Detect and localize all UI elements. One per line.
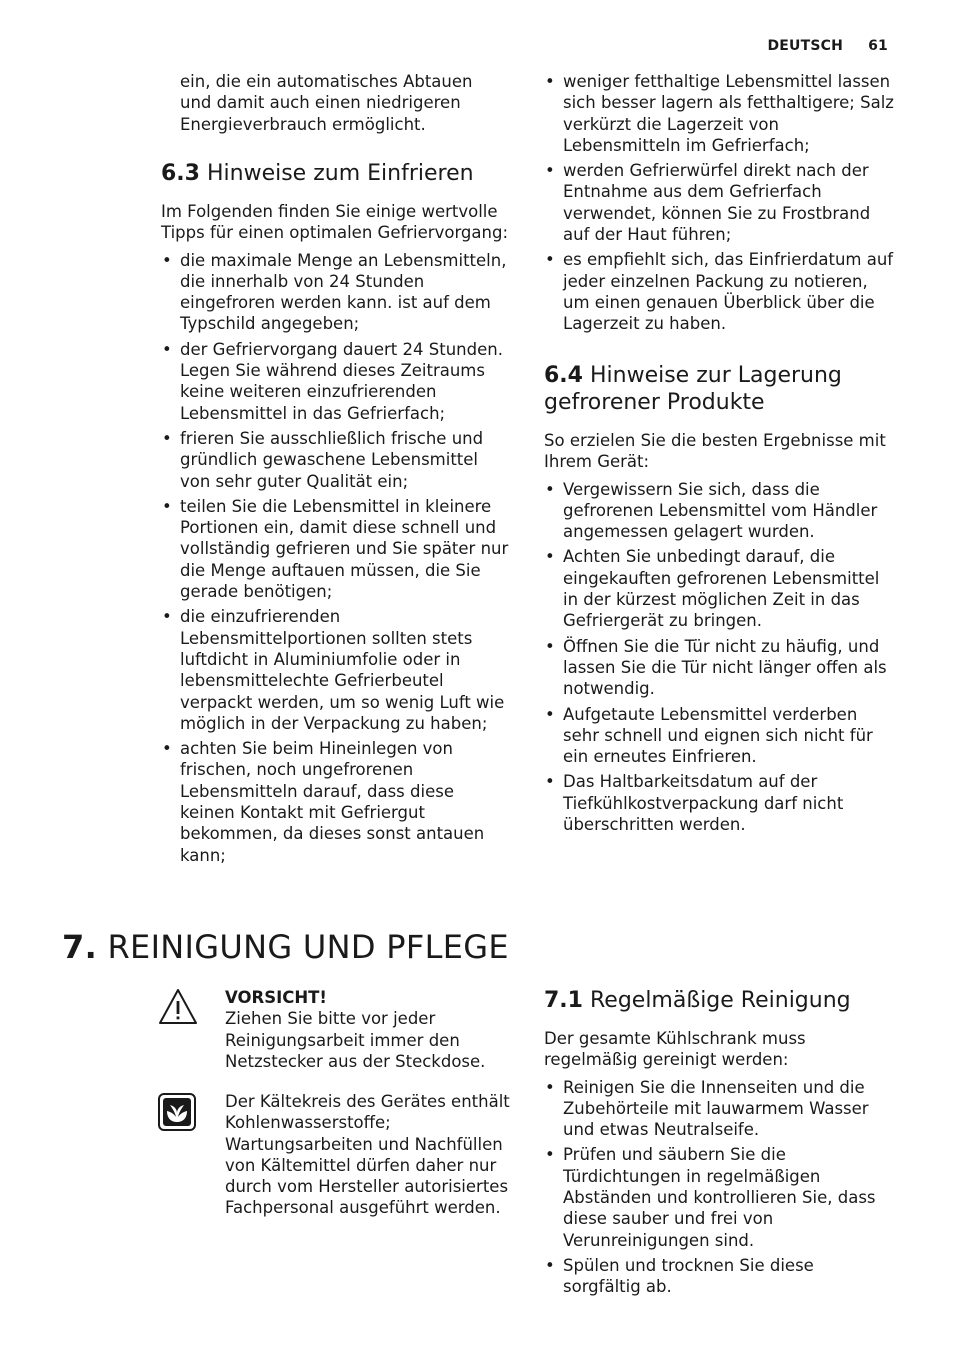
section-6-4-intro: So erzielen Sie die besten Ergebnisse mit Ihrem Gerät: xyxy=(544,431,886,472)
intro-continuation xyxy=(180,71,490,135)
list-item: • es empfiehlt sich, das Einfrierdatum auf jeder einzelnen Packung zu notieren, um einen genauen Überblick über die Lagerzeit zu haben. xyxy=(544,249,896,334)
list-item: • die maximale Menge an Lebensmitteln, die innerhalb von 24 Stunden eingefroren werden kann. ist auf dem Typschild angegeben; xyxy=(161,250,513,335)
list-item: • teilen Sie die Lebensmittel in kleinere Portionen ein, damit diese schnell und vollständig gefrieren und Sie später nur die Menge auftauen müssen, die Sie gerade benötigen; xyxy=(161,496,513,602)
section-7-1-number: 7.1 xyxy=(544,988,583,1013)
section-7-1 xyxy=(544,987,896,1302)
section-6-3-list xyxy=(161,250,513,866)
list-item: • achten Sie beim Hineinlegen von frischen, noch ungefrorenen Lebensmitteln darauf, dass diese keinen Kontakt mit Gefriergut bekommen, da dieses sonst antauen kann; xyxy=(161,738,513,866)
section-6-3-title: Hinweise zum Einfrieren xyxy=(206,161,474,186)
chapter-7-heading xyxy=(62,927,509,967)
section-6-4-title: Hinweise zur Lagerung gefrorener Produkte xyxy=(544,363,842,415)
list-item: • Spülen und trocknen Sie diese sorgfältig ab. xyxy=(544,1255,896,1298)
chapter-7-title: REINIGUNG UND PFLEGE xyxy=(107,928,509,966)
environment-text-block xyxy=(225,1091,515,1219)
section-7-1-heading xyxy=(544,987,896,1014)
environment-notice xyxy=(158,1091,518,1251)
header-language: DEUTSCH xyxy=(767,38,844,54)
intro-text: ein, die ein automatisches Abtauen und damit auch einen niedrigeren Energieverbrauch ermöglicht. xyxy=(180,72,473,134)
list-item: • Aufgetaute Lebensmittel verderben sehr schnell und eignen sich nicht für ein erneutes Einfrieren. xyxy=(544,704,896,768)
list-item: • werden Gefrierwürfel direkt nach der Entnahme aus dem Gefrierfach verwendet, können Sie zu Frostbrand auf der Haut führen; xyxy=(544,160,896,245)
section-7-1-list xyxy=(544,1077,896,1298)
list-item: • Vergewissern Sie sich, dass die gefrorenen Lebensmittel vom Händler angemessen gelagert wurden. xyxy=(544,479,896,543)
section-6-4-list xyxy=(544,479,896,836)
warning-triangle-icon xyxy=(158,987,198,1027)
section-7-1-title: Regelmäßige Reinigung xyxy=(589,988,851,1013)
section-6-3-intro: Im Folgenden finden Sie einige wertvolle Tipps für einen optimalen Gefriervorgang: xyxy=(161,202,509,243)
list-item: • Öffnen Sie die Tür nicht zu häufig, und lassen Sie die Tür nicht länger offen als notwendig. xyxy=(544,636,896,700)
page-number: 61 xyxy=(868,38,888,54)
list-item: • Reinigen Sie die Innenseiten und die Zubehörteile mit lauwarmem Wasser und etwas Neutralseife. xyxy=(544,1077,896,1141)
list-item: • Das Haltbarkeitsdatum auf der Tiefkühlkostverpackung darf nicht überschritten werden. xyxy=(544,771,896,835)
caution-text-block xyxy=(225,987,515,1072)
page-header xyxy=(767,38,888,54)
list-item: • weniger fetthaltige Lebensmittel lassen sich besser lagern als fetthaltigere; Salz verkürzt die Lagerzeit von Lebensmitteln im Gefrierfach; xyxy=(544,71,896,156)
section-6-4 xyxy=(544,362,896,839)
caution-notice xyxy=(158,987,518,1077)
list-item: • Achten Sie unbedingt darauf, die eingekauften gefrorenen Lebensmittel in der kürzest möglichen Zeit in das Gefriergerät zu bringen. xyxy=(544,546,896,631)
list-item: • Prüfen und säubern Sie die Türdichtungen in regelmäßigen Abständen und kontrollieren Sie, dass diese sauber und frei von Verunreinigungen sind. xyxy=(544,1144,896,1250)
section-6-3-continued xyxy=(544,71,896,339)
environment-text: Der Kältekreis des Gerätes enthält Kohlenwasserstoffe; Wartungsarbeiten und Nachfüllen von Kältemittel dürfen daher nur durch vom Hersteller autorisiertes Fachpersonal ausgeführt werden. xyxy=(225,1092,510,1218)
section-6-3 xyxy=(161,160,513,870)
caution-title: VORSICHT! xyxy=(225,988,327,1007)
continued-list xyxy=(544,71,896,335)
list-item: • die einzufrierenden Lebensmittelportionen sollten stets luftdicht in Aluminiumfolie oder in lebensmittelechte Gefrierbeutel verpackt werden, um so wenig Luft wie möglich in der Verpackung zu haben; xyxy=(161,606,513,734)
section-6-3-number: 6.3 xyxy=(161,161,200,186)
list-item: • der Gefriervorgang dauert 24 Stunden. Legen Sie während dieses Zeitraums keine weiteren einzufrierenden Lebensmittel in das Gefrierfach; xyxy=(161,339,513,424)
section-6-4-number: 6.4 xyxy=(544,363,583,388)
section-7-1-intro: Der gesamte Kühlschrank muss regelmäßig gereinigt werden: xyxy=(544,1029,806,1070)
environment-icon xyxy=(158,1093,198,1133)
section-6-3-heading xyxy=(161,160,513,187)
caution-text: Ziehen Sie bitte vor jeder Reinigungsarbeit immer den Netzstecker aus der Steckdose. xyxy=(225,1009,486,1071)
list-item: • frieren Sie ausschließlich frische und gründlich gewaschene Lebensmittel von sehr guter Qualität ein; xyxy=(161,428,513,492)
chapter-7-number: 7. xyxy=(62,928,98,966)
section-6-4-heading xyxy=(544,362,896,416)
